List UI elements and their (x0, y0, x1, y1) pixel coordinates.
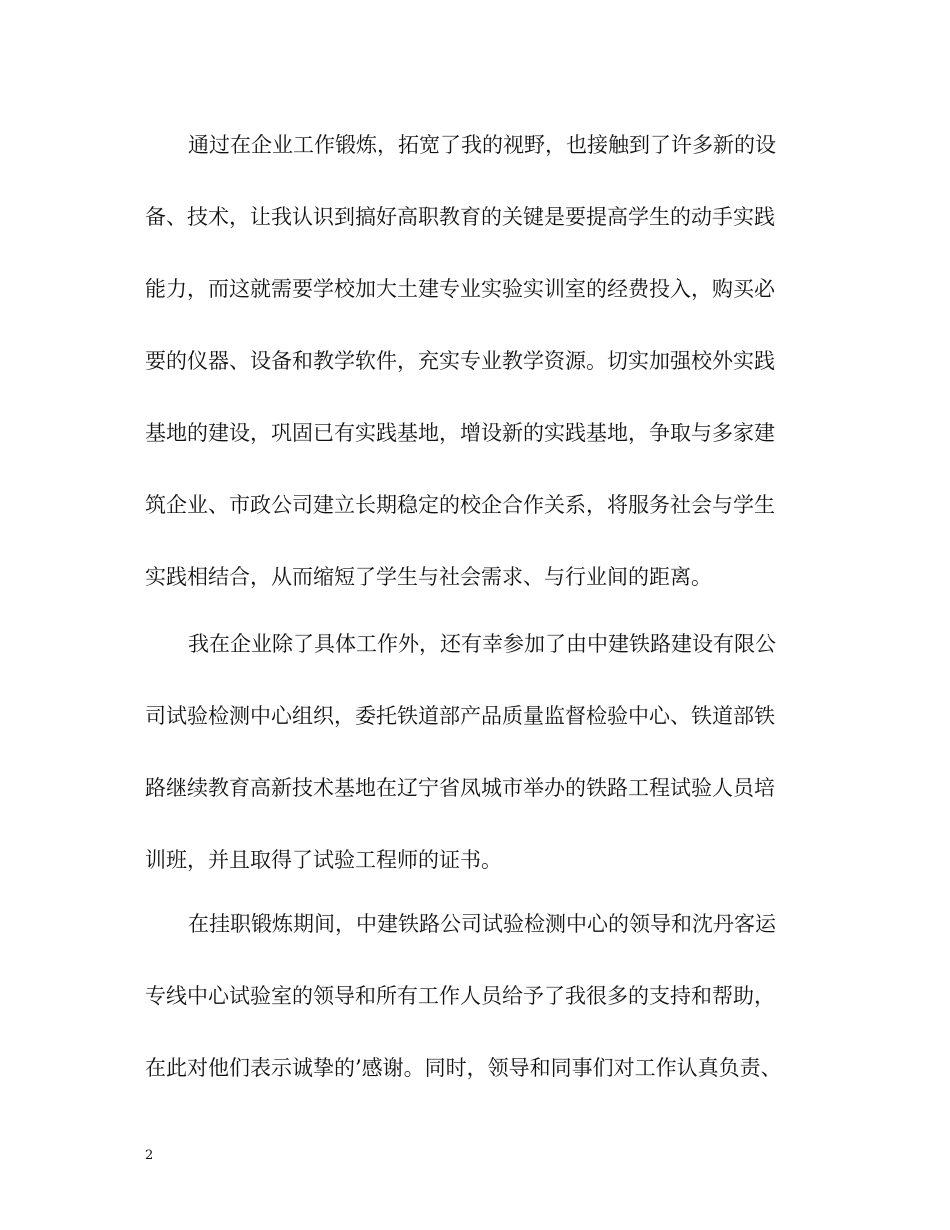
paragraph-1-line-2: 备、技术，让我认识到搞好高职教育的关键是要提高学生的动手实践 (145, 205, 775, 229)
paragraph-1-line-6: 筑企业、市政公司建立长期稳定的校企合作关系，将服务社会与学生 (145, 493, 775, 517)
paragraph-2-line-4: 训班，并且取得了试验工程师的证书。 (145, 848, 502, 872)
page-number: 2 (145, 1148, 154, 1163)
paragraph-2-line-2: 司试验检测中心组织，委托铁道部产品质量监督检验中心、铁道部铁 (145, 704, 775, 728)
paragraph-3-line-3: 在此对他们表示诚挚的’感谢。同时，领导和同事们对工作认真负责、 (145, 1056, 782, 1080)
paragraph-1-line-1: 通过在企业工作锻炼，拓宽了我的视野，也接触到了许多新的设 (188, 133, 776, 157)
paragraph-3-line-2: 专线中心试验室的领导和所有工作人员给予了我很多的支持和帮助， (145, 984, 775, 1008)
paragraph-1-line-3: 能力，而这就需要学校加大土建专业实验实训室的经费投入，购买必 (145, 277, 775, 301)
paragraph-2-line-1: 我在企业除了具体工作外，还有幸参加了由中建铁路建设有限公 (188, 632, 776, 656)
paragraph-1-line-5: 基地的建设，巩固已有实践基地，增设新的实践基地，争取与多家建 (145, 421, 775, 445)
paragraph-1-line-7: 实践相结合，从而缩短了学生与社会需求、与行业间的距离。 (145, 565, 712, 589)
paragraph-2-line-3: 路继续教育高新技术基地在辽宁省凤城市举办的铁路工程试验人员培 (145, 776, 775, 800)
paragraph-3-line-1: 在挂职锻炼期间，中建铁路公司试验检测中心的领导和沈丹客运 (188, 912, 776, 936)
paragraph-1-line-4: 要的仪器、设备和教学软件，充实专业教学资源。切实加强校外实践 (145, 349, 775, 373)
